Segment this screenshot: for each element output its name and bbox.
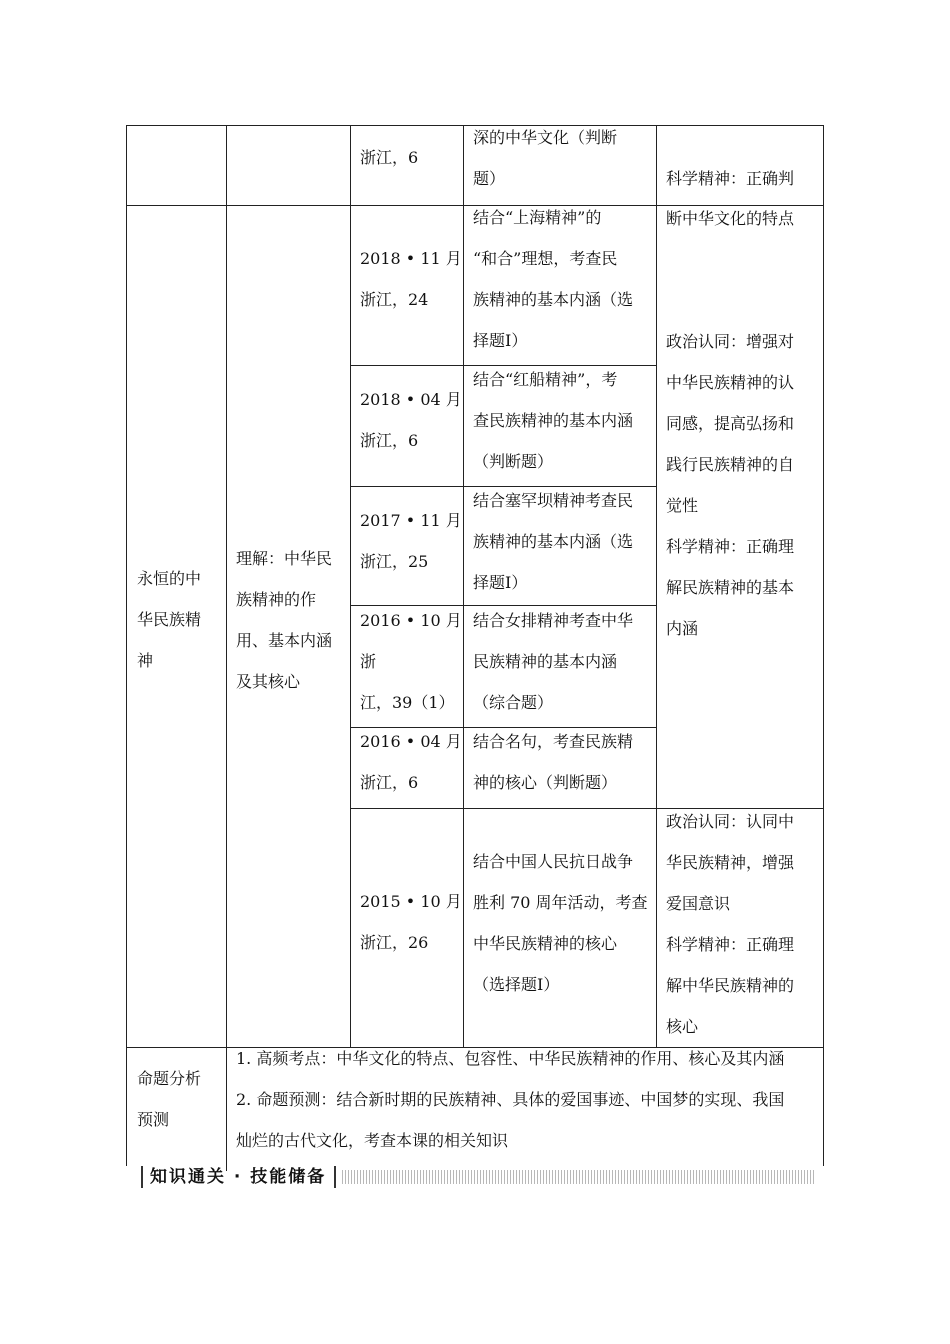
grid-line	[823, 125, 824, 1165]
grid-line	[656, 125, 657, 1047]
grid-line	[823, 1160, 824, 1166]
row0-description: 深的中华文化（判断 题）	[473, 128, 618, 188]
analysis-label: 命题分析 预测	[137, 1069, 202, 1129]
exam-description: 结合女排精神考查中华 民族精神的基本内涵 （综合题）	[473, 611, 634, 712]
grid-line	[126, 1160, 127, 1166]
grid-line	[126, 125, 127, 1165]
exam-description: 结合中国人民抗日战争 胜利 70 周年活动，考查 中华民族精神的核心 （选择题Ⅰ）	[473, 852, 648, 994]
exam-time: 2017 • 11 月 浙江，25	[360, 511, 462, 571]
section-banner-title: 知识通关 · 技能储备	[141, 1166, 336, 1188]
exam-time: 2016 • 04 月 浙江，6	[360, 732, 462, 792]
grid-line	[463, 125, 464, 1047]
literacy-cell-2: 政治认同：认同中 华民族精神，增强 爱国意识 科学精神：正确理 解中华民族精神的 核心	[666, 812, 795, 1036]
requirement-cell: 理解：中华民 族精神的作 用、基本内涵 及其核心	[236, 549, 333, 691]
topic-cell: 永恒的中 华民族精 神	[137, 569, 202, 670]
exam-description: 结合塞罕坝精神考查民 族精神的基本内涵（选 择题Ⅰ）	[473, 491, 634, 592]
section-banner	[141, 1166, 336, 1188]
row0-literacy: 科学精神：正确判	[666, 169, 795, 188]
literacy-cell-1: 断中华文化的特点 政治认同：增强对 中华民族精神的认 同感，提高弘扬和 践行民族精神的自 觉性 科学精神：正确理 解民族精神的基本 内涵	[666, 209, 795, 638]
exam-time: 2015 • 10 月 浙江，26	[360, 892, 462, 952]
grid-line	[226, 125, 227, 1171]
analysis-content: 1. 高频考点：中华文化的特点、包容性、中华民族精神的作用、核心及其内涵 2. 命题预测：结合新时期的民族精神、具体的爱国事迹、中国梦的实现、我国 灿烂的古代文化，考查本课的相关知识	[236, 1049, 785, 1150]
banner-pattern-strip	[342, 1170, 814, 1184]
exam-time: 2018 • 11 月 浙江，24	[360, 249, 462, 309]
row0-region: 浙江，6	[360, 148, 419, 167]
grid-line	[350, 125, 351, 1047]
exam-description: 结合名句，考查民族精 神的核心（判断题）	[473, 732, 634, 792]
exam-time: 2016 • 10 月 浙 江，39（1）	[360, 611, 462, 712]
exam-description: 结合“上海精神”的 “和合”理想，考查民 族精神的基本内涵（选 择题Ⅰ）	[473, 208, 634, 350]
exam-time: 2018 • 04 月 浙江，6	[360, 390, 462, 450]
exam-description: 结合“红船精神”，考 查民族精神的基本内涵 （判断题）	[473, 370, 634, 471]
